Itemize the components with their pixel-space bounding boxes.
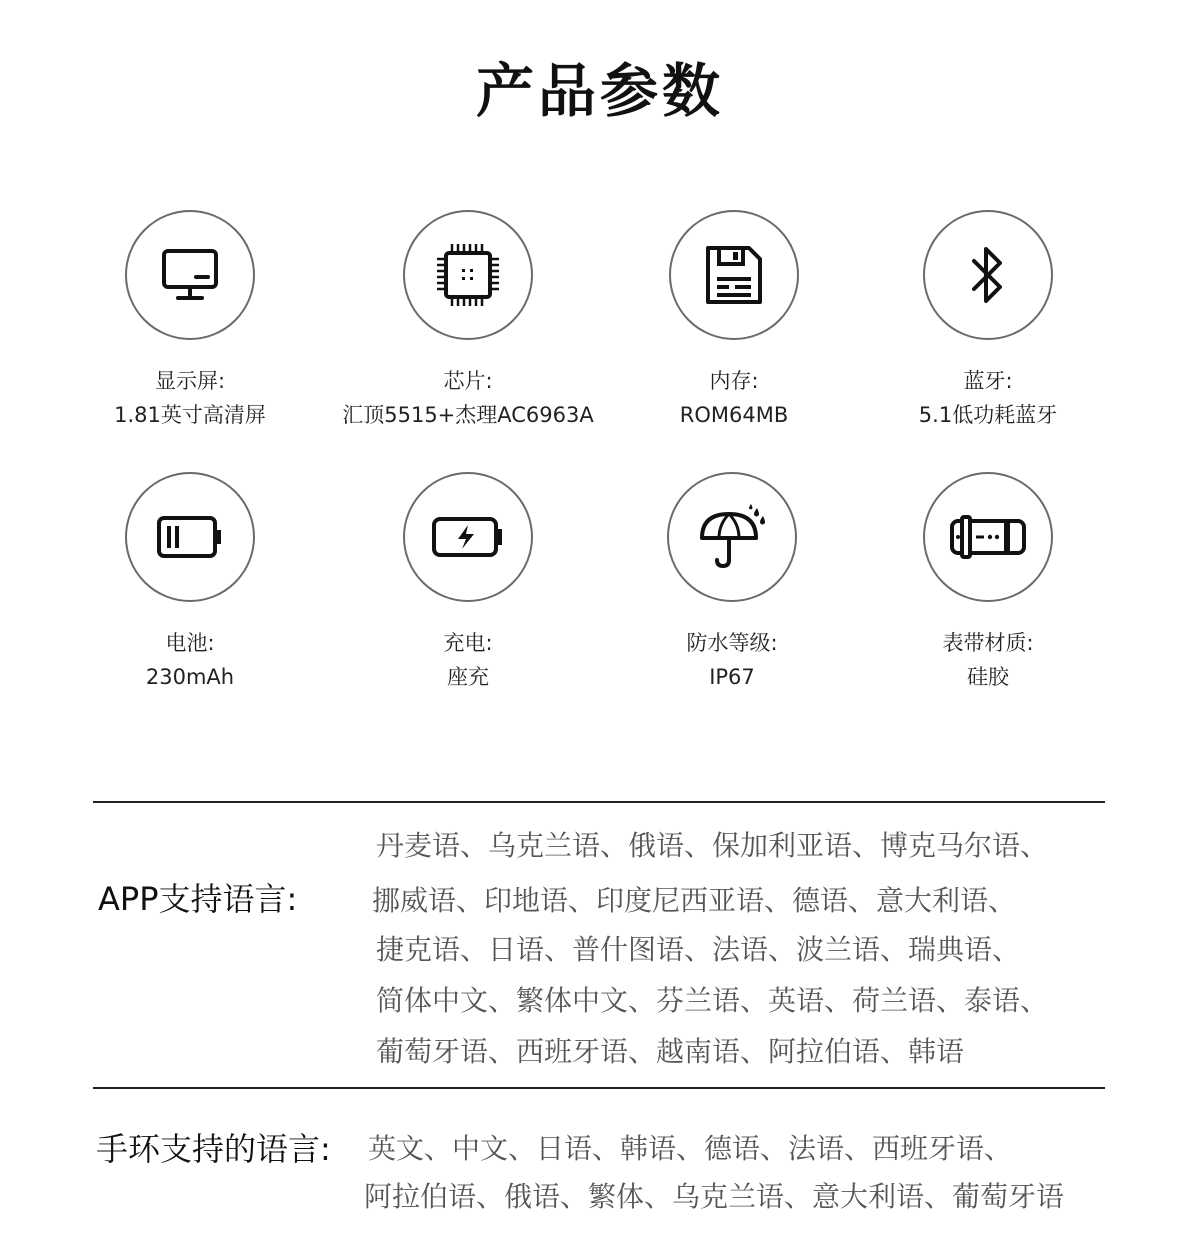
spec-value: IP67 <box>709 665 755 689</box>
spec-bluetooth <box>838 210 1138 432</box>
app-languages-line: 挪威语、印地语、印度尼西亚语、德语、意大利语、 <box>372 884 1017 917</box>
app-languages-line: 捷克语、日语、普什图语、法语、波兰语、瑞典语、 <box>376 933 1021 966</box>
spec-value: 1.81英寸高清屏 <box>114 403 266 427</box>
spec-icon-circle <box>403 210 533 340</box>
spec-value: 汇顶5515+杰理AC6963A <box>342 403 594 427</box>
battery-icon <box>155 512 225 562</box>
spec-label: 电池: <box>165 631 215 655</box>
spec-battery <box>40 472 340 694</box>
band-languages-line: 阿拉伯语、俄语、繁体、乌克兰语、意大利语、葡萄牙语 <box>364 1180 1065 1213</box>
spec-chip <box>318 210 618 432</box>
spec-value: 230mAh <box>145 665 235 689</box>
floppy-disk-icon <box>703 243 765 307</box>
app-languages-line: 葡萄牙语、西班牙语、越南语、阿拉伯语、韩语 <box>376 1035 965 1068</box>
divider <box>93 1087 1105 1089</box>
spec-icon-circle <box>403 472 533 602</box>
spec-charging <box>318 472 618 694</box>
spec-value: ROM64MB <box>679 403 789 427</box>
spec-icon-circle <box>125 472 255 602</box>
spec-icon-circle <box>923 472 1053 602</box>
divider <box>93 801 1105 803</box>
spec-value: 硅胶 <box>967 665 1009 689</box>
strap-buckle-icon <box>948 515 1028 559</box>
spec-label: 显示屏: <box>154 369 226 393</box>
spec-icon-circle <box>669 210 799 340</box>
spec-waterproof <box>582 472 882 694</box>
spec-value: 座充 <box>447 665 489 689</box>
monitor-icon <box>158 243 222 307</box>
spec-label: 表带材质: <box>942 631 1034 655</box>
app-languages-heading: APP支持语言: <box>98 880 298 918</box>
band-languages-line: 英文、中文、日语、韩语、德语、法语、西班牙语、 <box>368 1132 1013 1165</box>
charging-battery-icon <box>430 514 506 560</box>
spec-value: 5.1低功耗蓝牙 <box>918 403 1058 427</box>
app-languages-line: 丹麦语、乌克兰语、俄语、保加利亚语、博克马尔语、 <box>376 829 1049 862</box>
page-title: 产品参数 <box>475 57 724 125</box>
spec-label: 防水等级: <box>686 631 778 655</box>
band-languages-heading: 手环支持的语言: <box>96 1130 331 1168</box>
spec-display <box>40 210 340 432</box>
spec-strap <box>838 472 1138 694</box>
spec-icon-circle <box>923 210 1053 340</box>
spec-label: 蓝牙: <box>963 369 1013 393</box>
spec-label: 芯片: <box>443 369 493 393</box>
spec-icon-circle <box>667 472 797 602</box>
spec-icon-circle <box>125 210 255 340</box>
chip-icon <box>433 240 503 310</box>
spec-label: 充电: <box>443 631 493 655</box>
spec-label: 内存: <box>709 369 759 393</box>
bluetooth-icon <box>966 243 1010 307</box>
app-languages-line: 简体中文、繁体中文、芬兰语、英语、荷兰语、泰语、 <box>376 984 1049 1017</box>
umbrella-icon <box>697 502 767 572</box>
